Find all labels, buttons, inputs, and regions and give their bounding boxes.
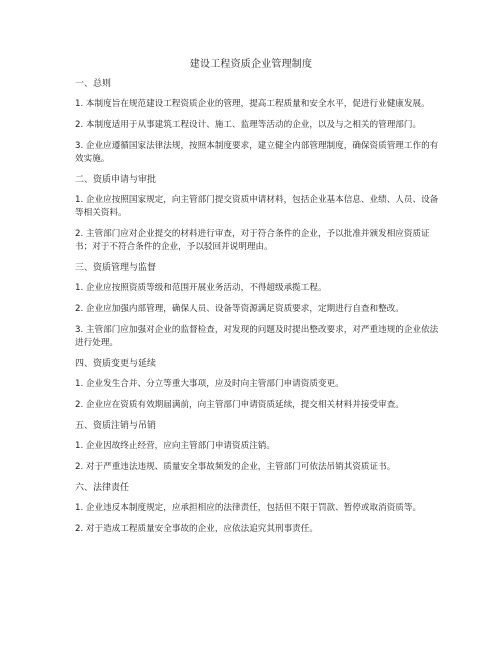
paragraph: 2. 对于造成工程质量安全事故的企业，应依法追究其刑事责任。 bbox=[75, 524, 318, 534]
section-heading: 二、资质申请与审批 bbox=[75, 175, 157, 185]
section-heading: 四、资质变更与延续 bbox=[75, 359, 157, 369]
paragraph: 3. 企业应遵循国家法律法规，按照本制度要求，建立健全内部管理制度，确保资质管理工作的有效实施。 bbox=[75, 141, 439, 164]
paragraph: 2. 本制度适用于从事建筑工程设计、施工、监理等活动的企业，以及与之相关的管理部门。 bbox=[75, 120, 422, 130]
paragraph: 2. 对于严重违法违规、质量安全事故频发的企业，主管部门可依法吊销其资质证书。 bbox=[75, 462, 396, 472]
paragraph: 2. 主管部门应对企业提交的材料进行审查，对于符合条件的企业，予以批准并颁发相应资质证书；对于不符合条件的企业，予以驳回并说明理由。 bbox=[75, 229, 430, 252]
paragraph: 1. 企业违反本制度规定，应承担相应的法律责任，包括但不限于罚款、暂停或取消资质等。 bbox=[75, 503, 422, 513]
paragraph: 2. 企业应加强内部管理，确保人员、设备等资源满足资质要求，定期进行自查和整改。 bbox=[75, 304, 404, 314]
paragraph: 1. 企业应按照资质等级和范围开展业务活动，不得超级承揽工程。 bbox=[75, 283, 327, 293]
section-heading: 五、资质注销与吊销 bbox=[75, 421, 157, 431]
document-title: 建设工程资质企业管理制度 bbox=[189, 59, 313, 70]
paragraph: 1. 本制度旨在规范建设工程资质企业的管理，提高工程质量和安全水平，促进行业健康发展。 bbox=[75, 99, 430, 109]
document-body bbox=[75, 78, 445, 544]
section-legal-liability bbox=[75, 482, 445, 536]
section-cancellation-revocation bbox=[75, 420, 445, 474]
section-application-approval bbox=[75, 174, 445, 254]
section-heading: 一、总则 bbox=[75, 79, 112, 89]
paragraph: 3. 主管部门应加强对企业的监督检查，对发现的问题及时提出整改要求，对严重违规的企业依法进行处理。 bbox=[75, 325, 439, 348]
section-general bbox=[75, 78, 445, 166]
paragraph: 1. 企业应按照国家规定，向主管部门提交资质申请材料，包括企业基本信息、业绩、人员、设备等相关资料。 bbox=[75, 195, 439, 218]
section-heading: 三、资质管理与监督 bbox=[75, 263, 157, 273]
section-change-renewal bbox=[75, 358, 445, 412]
paragraph: 1. 企业因故终止经营，应向主管部门申请资质注销。 bbox=[75, 441, 275, 451]
paragraph: 2. 企业应在资质有效期届满前，向主管部门申请资质延续，提交相关材料并接受审查。 bbox=[75, 400, 404, 410]
section-heading: 六、法律责任 bbox=[75, 483, 130, 493]
section-management-supervision bbox=[75, 262, 445, 350]
paragraph: 1. 企业发生合并、分立等重大事项，应及时向主管部门申请资质变更。 bbox=[75, 379, 344, 389]
